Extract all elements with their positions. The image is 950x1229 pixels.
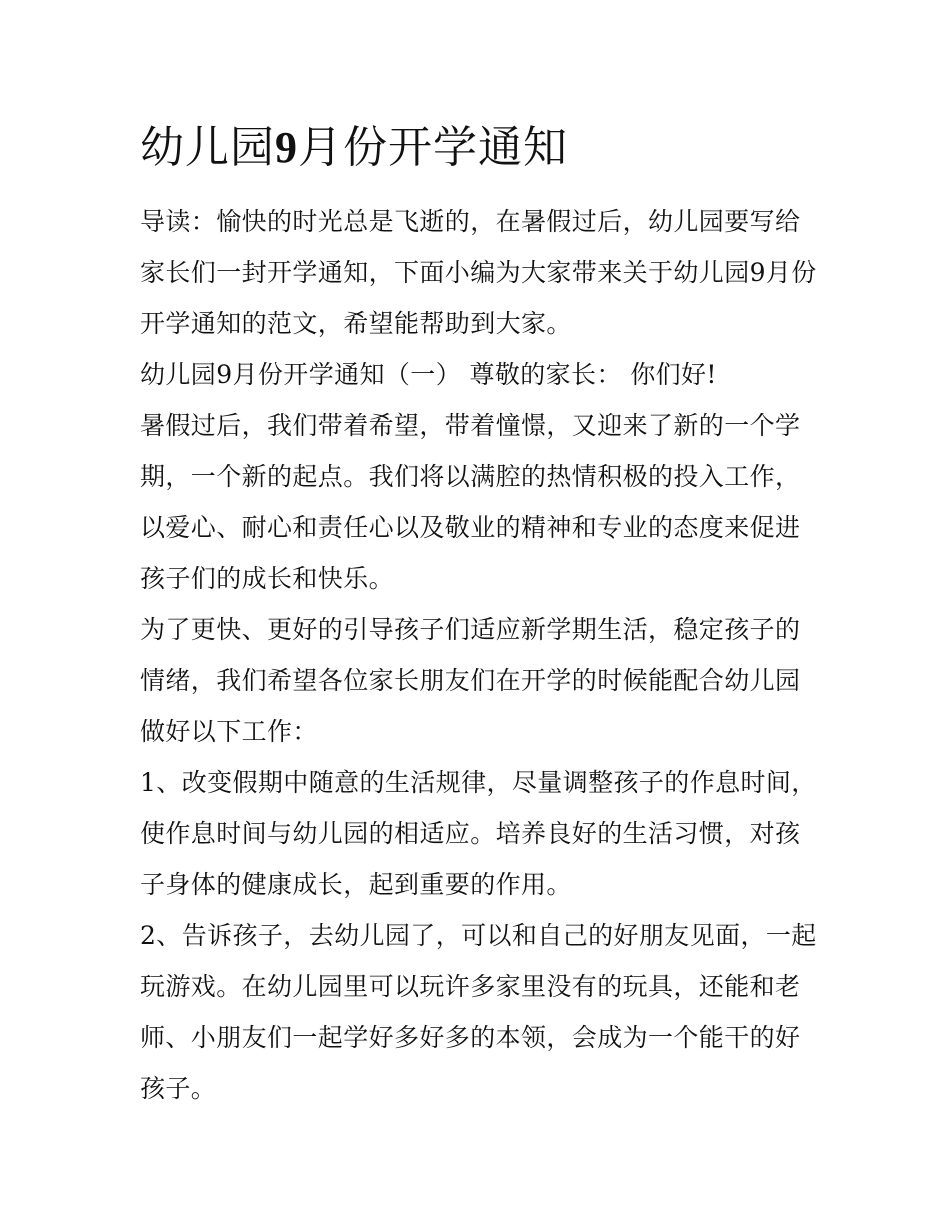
body-paragraph: 暑假过后，我们带着希望，带着憧憬，又迎来了新的一个学期，一个新的起点。我们将以满腔的热情积极的投入工作，以爱心、耐心和责任心以及敬业的精神和专业的态度来促进孩子们的成长和快乐。 — [140, 411, 801, 593]
document-title — [140, 118, 568, 178]
title-suffix: 月份开学通知 — [298, 122, 568, 173]
list-item-paragraph: 1、改变假期中随意的生活规律，尽量调整孩子的作息时间，使作息时间与幼儿园的相适应。培养良好的生活习惯，对孩子身体的健康成长，起到重要的作用。 — [140, 768, 817, 899]
body-paragraph: 为了更快、更好的引导孩子们适应新学期生活，稳定孩子的情绪，我们希望各位家长朋友们在开学的时候能配合幼儿园做好以下工作： — [140, 615, 801, 746]
title-prefix: 幼儿园 — [140, 122, 275, 173]
title-number: 9 — [275, 123, 298, 172]
section-heading-paragraph: 幼儿园9月份开学通知（一） 尊敬的家长： 你们好! — [140, 360, 717, 389]
intro-paragraph: 导读：愉快的时光总是飞逝的，在暑假过后，幼儿园要写给家长们一封开学通知，下面小编为大家带来关于幼儿园9月份开学通知的范文，希望能帮助到大家。 — [140, 207, 817, 338]
list-item-paragraph: 2、告诉孩子，去幼儿园了，可以和自己的好朋友见面，一起玩游戏。在幼儿园里可以玩许多家里没有的玩具，还能和老师、小朋友们一起学好多好多的本领，会成为一个能干的好孩子。 — [140, 921, 817, 1103]
document-body — [140, 196, 820, 1114]
